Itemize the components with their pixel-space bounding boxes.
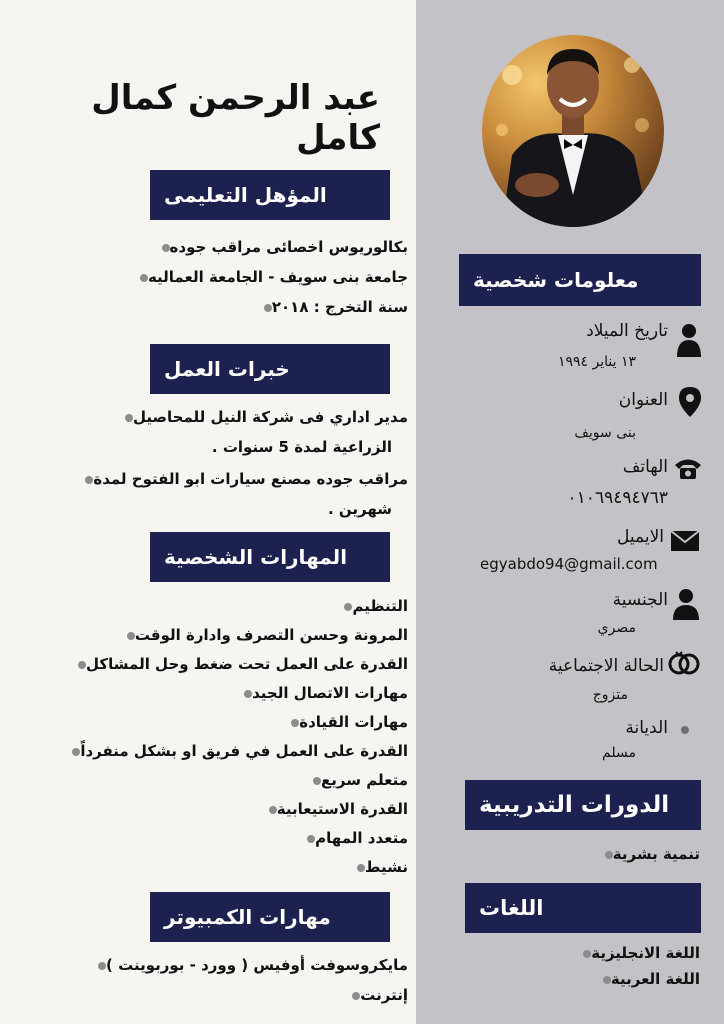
religion-label: الديانة	[625, 718, 668, 738]
user-tie-icon	[672, 588, 698, 614]
birth-label: تاريخ الميلاد	[586, 321, 668, 341]
marital-value: متزوج	[592, 687, 628, 703]
experience-item: مراقب جوده مصنع سيارات ابو الفتوح لمدة	[77, 470, 408, 488]
experience-item-cont: شهرين .	[327, 500, 392, 518]
computer-item: مايكروسوفت أوفيس ( وورد - بوربوينت )	[90, 956, 408, 974]
nationality-value: مصري	[597, 620, 636, 636]
courses-header: الدورات التدريبية	[465, 780, 701, 830]
full-name: عبد الرحمن كمال كامل	[91, 78, 380, 158]
skill-item: التنظيم	[336, 597, 408, 615]
skill-item: نشيط	[349, 858, 408, 876]
skill-item: مهارات الاتصال الجيد	[236, 684, 408, 702]
address-value: بنى سويف	[574, 425, 636, 441]
phone-label: الهاتف	[622, 457, 668, 477]
education-item: بكالوريوس اخصائى مراقب جوده	[154, 238, 408, 256]
nationality-label: الجنسية	[612, 590, 668, 610]
birth-value: ١٣ يناير ١٩٩٤	[557, 354, 636, 370]
skill-item: القدرة على العمل في فريق او بشكل منفرداً	[64, 742, 408, 760]
course-item: تنمية بشرية	[597, 845, 700, 863]
marital-label: الحالة الاجتماعية	[548, 656, 664, 676]
email-label: الايميل	[617, 527, 664, 547]
experience-header: خبرات العمل	[150, 344, 390, 394]
profile-photo	[482, 35, 664, 227]
education-item: سنة التخرج : ٢٠١٨	[256, 298, 408, 316]
language-item: اللغة العربية	[595, 970, 700, 988]
religion-value: مسلم	[602, 745, 636, 761]
skill-item: متعدد المهام	[299, 829, 408, 847]
mail-icon	[670, 530, 696, 556]
person-icon	[676, 323, 702, 349]
phone-value: ٠١٠٦٩٤٩٤٧٦٣	[567, 488, 668, 508]
rings-icon	[667, 650, 693, 676]
education-item: جامعة بنى سويف - الجامعة العماليه	[132, 268, 408, 286]
computer-header: مهارات الكمبيوتر	[150, 892, 390, 942]
computer-item: إنترنت	[344, 986, 408, 1004]
skills-header: المهارات الشخصية	[150, 532, 390, 582]
skill-item: القدرة الاستيعابية	[261, 800, 408, 818]
phone-icon	[673, 456, 699, 482]
email-value: egyabdo94@gmail.com	[480, 555, 658, 573]
location-pin-icon	[679, 387, 705, 413]
address-label: العنوان	[618, 390, 668, 410]
experience-item-cont: الزراعية لمدة 5 سنوات .	[211, 438, 392, 456]
skill-item: القدرة على العمل تحت ضغط وحل المشاكل	[70, 655, 408, 673]
experience-item: مدير اداري فى شركة النيل للمحاصيل	[117, 408, 408, 426]
language-item: اللغة الانجليزية	[575, 944, 700, 962]
personal-header: معلومات شخصية	[459, 254, 701, 306]
skill-item: مهارات القيادة	[283, 713, 408, 731]
education-header: المؤهل التعليمى	[150, 170, 390, 220]
religion-bullet-icon	[681, 726, 689, 734]
languages-header: اللغات	[465, 883, 701, 933]
skill-item: متعلم سريع	[305, 771, 408, 789]
skill-item: المرونة وحسن التصرف وادارة الوقت	[119, 626, 408, 644]
